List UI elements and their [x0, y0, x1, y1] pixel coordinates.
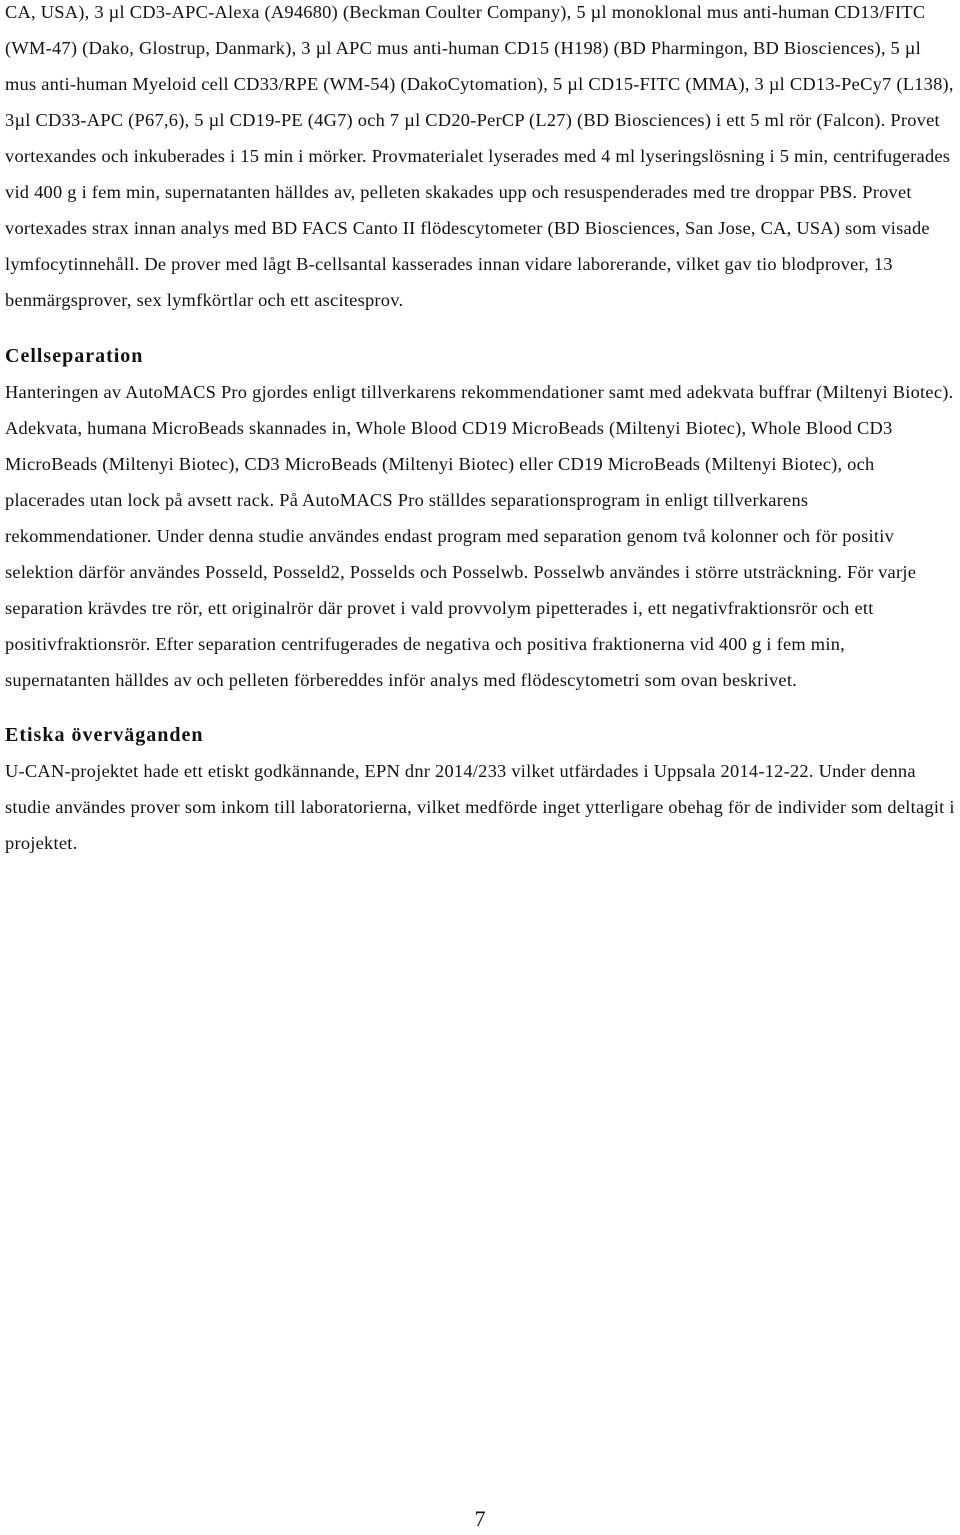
document-page — [5, 0, 955, 861]
section-heading-etiska-overvaganden: Etiska överväganden — [5, 724, 204, 746]
page-number: 7 — [474, 1506, 486, 1531]
intro-paragraph: CA, USA), 3 µl CD3-APC-Alexa (A94680) (Beckman Coulter Company), 5 µl monoklonal mus anti-human CD13/FITC (WM-47) (Dako, Glostrup, Danmark), 3 µl APC mus anti-human CD15 (H198) (BD Pharmingon, BD Biosciences), 5 µl mus anti-human Myeloid cell CD33/RPE (WM-54) (DakoCytomation), 5 µl CD15-FITC (MMA), 3 µl CD13-PeCy7 (L138), 3µl CD33-APC (P67,6), 5 µl CD19-PE (4G7) och 7 µl CD20-PerCP (L27) (BD Biosciences) i ett 5 ml rör (Falcon). Provet vortexandes och inkuberades i 15 min i mörker. Provmaterialet lyserades med 4 ml lyseringslösning i 5 min, centrifugerades vid 400 g i fem min, supernatanten hälldes av, pelleten skakades upp och resuspenderades med tre droppar PBS. Provet vortexades strax innan analys med BD FACS Canto II flödescytometer (BD Biosciences, San Jose, CA, USA) som visade lymfocytinnehåll. De prover med lågt B-cellsantal kasserades innan vidare laborerande, vilket gav tio blodprover, 13 benmärgsprover, sex lymfkörtlar och ett ascitesprov. — [5, 2, 954, 310]
section-body-etiska-overvaganden: U-CAN-projektet hade ett etiskt godkännande, EPN dnr 2014/233 vilket utfärdades i Uppsala 2014-12-22. Under denna studie användes prover som inkom till laboratorierna, vilket medförde inget ytterligare obehag för de individer som deltagit i projektet. — [5, 761, 955, 853]
section-heading-cellseparation: Cellseparation — [5, 345, 144, 367]
section-body-cellseparation: Hanteringen av AutoMACS Pro gjordes enligt tillverkarens rekommendationer samt med adekvata buffrar (Miltenyi Biotec). Adekvata, humana MicroBeads skannades in, Whole Blood CD19 MicroBeads (Miltenyi Biotec), Whole Blood CD3 MicroBeads (Miltenyi Biotec), CD3 MicroBeads (Miltenyi Biotec) eller CD19 MicroBeads (Miltenyi Biotec), och placerades utan lock på avsett rack. På AutoMACS Pro ställdes separationsprogram in enligt tillverkarens rekommendationer. Under denna studie användes endast program med separation genom två kolonner och för positiv selektion därför användes Posseld, Posseld2, Posselds och Posselwb. Posselwb användes i större utsträckning. För varje separation krävdes tre rör, ett originalrör där provet i vald provvolym pipetterades i, ett negativfraktionsrör och ett positivfraktionsrör. Efter separation centrifugerades de negativa och positiva fraktionerna vid 400 g i fem min, supernatanten hälldes av och pelleten förbereddes inför analys med flödescytometri som ovan beskrivet. — [5, 382, 954, 690]
